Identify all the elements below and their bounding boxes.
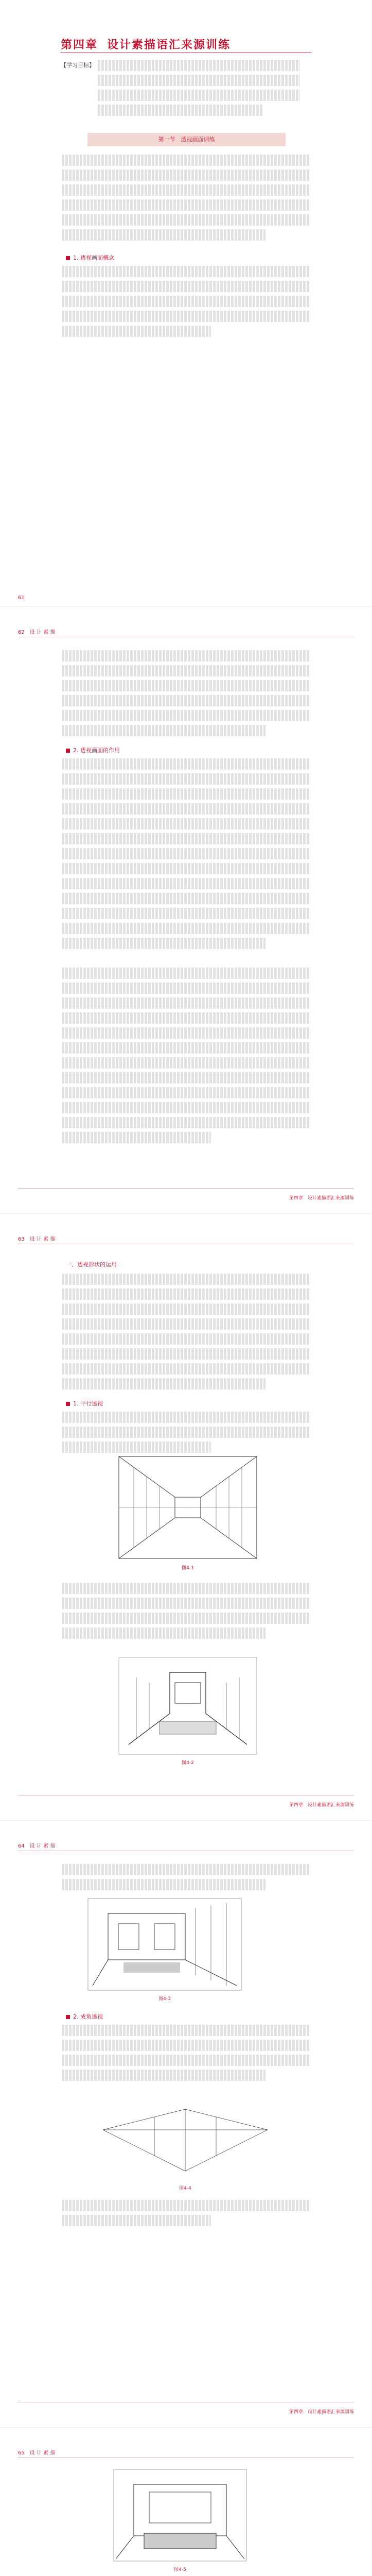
page-4 bbox=[0, 1821, 372, 2427]
caption-fig5: 图4-5 bbox=[174, 2567, 186, 2572]
subhead-5: 2. 成角透视 bbox=[66, 2012, 103, 2021]
section-band-1 bbox=[87, 133, 286, 146]
intro-paragraph bbox=[62, 155, 310, 244]
header-book-title: 设 计 素 描 bbox=[29, 1843, 56, 1849]
figure-interior-sketch bbox=[118, 1657, 257, 1755]
running-header-left-4 bbox=[18, 1841, 55, 1849]
running-header-right-2: 第四章 设计素描语汇来源训练 bbox=[289, 1196, 354, 1201]
section-title-1: 第一节 透视画面训练 bbox=[158, 136, 215, 143]
bullet-square-icon bbox=[66, 749, 70, 753]
running-header-left-5 bbox=[18, 2448, 55, 2456]
page-number-2: 62 bbox=[18, 630, 25, 635]
page-1 bbox=[0, 0, 372, 606]
chapter-number: 第四章 bbox=[61, 38, 98, 52]
chapter-name: 设计素描语汇来源训练 bbox=[107, 38, 231, 52]
objective-label: 【学习目标】 bbox=[61, 62, 95, 69]
caption-fig3: 图4-3 bbox=[158, 1996, 171, 2002]
subhead-1: 1. 透视画面概念 bbox=[66, 253, 114, 262]
paragraph-4b bbox=[62, 2025, 310, 2084]
caption-fig2: 图4-2 bbox=[182, 1760, 194, 1766]
running-header-right-4: 第四章 设计素描语汇来源训练 bbox=[289, 2410, 354, 2415]
page-5 bbox=[0, 2428, 372, 2576]
header-book-title: 设 计 素 描 bbox=[29, 1236, 56, 1242]
running-header-left bbox=[18, 628, 55, 635]
page-number-4: 64 bbox=[18, 1843, 25, 1849]
caption-fig4: 图4-4 bbox=[179, 2186, 191, 2191]
paragraph-4c bbox=[62, 2200, 310, 2230]
page-number-1: 61 bbox=[18, 595, 25, 601]
paragraph-1 bbox=[62, 266, 310, 341]
chapter-title bbox=[61, 36, 231, 52]
paragraph-3c bbox=[62, 1583, 310, 1642]
footer-rule-2 bbox=[18, 1188, 354, 1189]
bullet-square-icon bbox=[66, 256, 70, 260]
bullet-square-icon bbox=[66, 1402, 70, 1406]
paragraph-4a bbox=[62, 1864, 310, 1894]
figure-interior-bedroom bbox=[113, 2469, 247, 2562]
page-3 bbox=[0, 1214, 372, 1820]
figure-one-point-perspective bbox=[118, 1456, 257, 1559]
subhead-2: 2. 透视画面的作用 bbox=[66, 746, 120, 754]
paragraph-2b bbox=[62, 758, 310, 953]
running-header-left-3 bbox=[18, 1234, 55, 1242]
paragraph-3a bbox=[62, 1274, 310, 1393]
page-number-3: 63 bbox=[18, 1236, 25, 1242]
paragraph-3b bbox=[62, 1412, 310, 1456]
subhead-3: 一、透视形状的运用 bbox=[66, 1261, 117, 1268]
paragraph-2a bbox=[62, 650, 310, 740]
figure-two-point-perspective bbox=[103, 2094, 268, 2181]
page-2 bbox=[0, 607, 372, 1213]
header-book-title: 设 计 素 描 bbox=[29, 2450, 56, 2456]
objective-text bbox=[98, 60, 300, 120]
subhead-4: 1. 平行透视 bbox=[66, 1399, 103, 1408]
bullet-square-icon bbox=[66, 2015, 70, 2019]
figure-room-sketch bbox=[87, 1898, 242, 1991]
paragraph-2c bbox=[62, 968, 310, 1147]
header-book-title: 设 计 素 描 bbox=[29, 630, 56, 635]
running-header-right-3: 第四章 设计素描语汇来源训练 bbox=[289, 1803, 354, 1808]
caption-fig1: 图4-1 bbox=[182, 1566, 194, 1571]
page-number-5: 65 bbox=[18, 2450, 25, 2456]
